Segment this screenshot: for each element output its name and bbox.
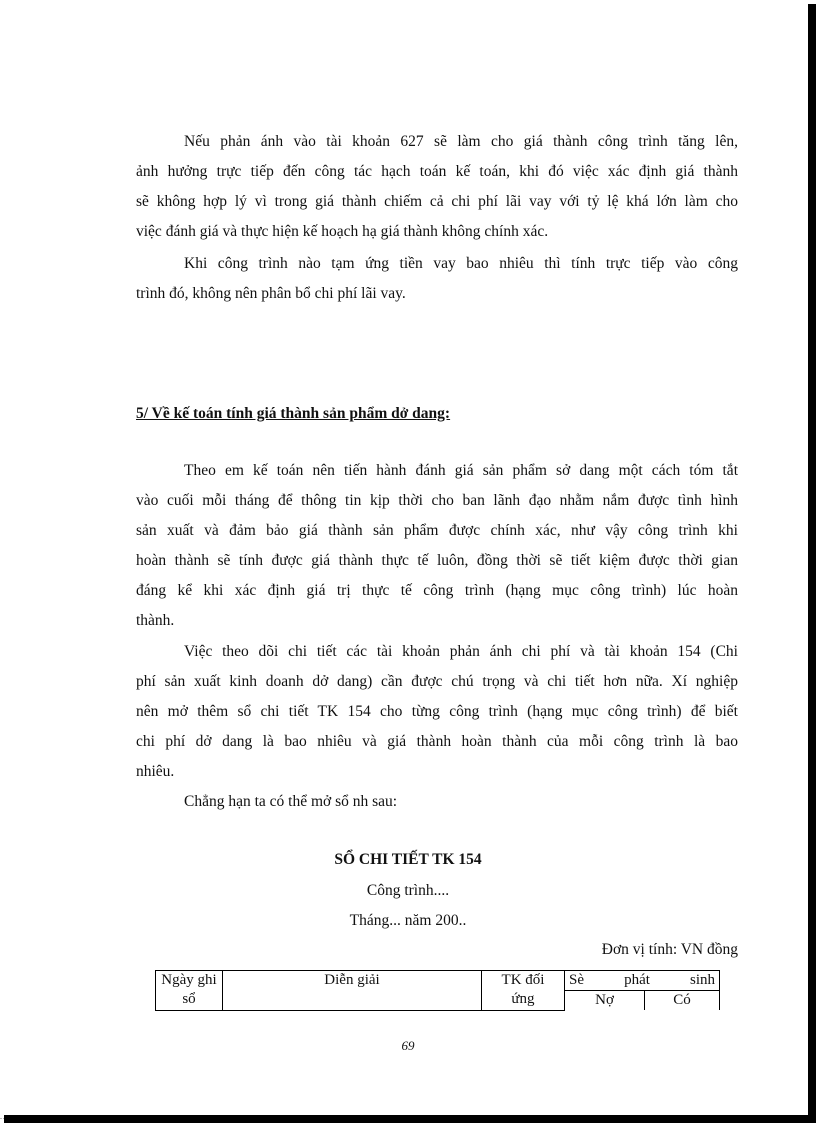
ledger-project: Công trình.... [366, 882, 450, 899]
page-shadow-right [808, 4, 816, 1123]
text-line: vào cuối mỗi tháng để thông tin kịp thời cho ban lãnh đạo nhằm nắm được tình hình [136, 492, 738, 509]
ledger-col-credit: Có [645, 991, 720, 1011]
text-line: nên mở thêm sổ chi tiết TK 154 cho từng công trình (hạng mục công trình) để biết [136, 703, 738, 720]
text-line: Nếu phản ánh vào tài khoản 627 sẽ làm cho giá thành công trình tăng lên, [184, 133, 738, 150]
ledger-col-account-label: TK đối [501, 972, 545, 988]
text-line: hoàn thành sẽ tính được giá thành thực tế luôn, đồng thời sẽ tiết kiệm được thời gian [136, 552, 738, 569]
section-heading: 5/ Về kế toán tính giá thành sản phẩm dở dang: [136, 405, 451, 422]
ledger-title: SỔ CHI TIẾT TK 154 [334, 851, 482, 868]
text-line: Chẳng hạn ta có thể mở sổ nh sau: [184, 793, 398, 810]
ledger-period: Tháng... năm 200.. [349, 912, 467, 929]
ledger-header-row [156, 971, 720, 991]
text-line: trình đó, không nên phân bổ chi phí lãi vay. [136, 285, 406, 302]
ledger-col-date-label: Ngày ghi [161, 972, 217, 988]
ledger-col-date [156, 971, 223, 1011]
text-line: sẽ không hợp lý vì trong giá thành chiếm cả chi phí lãi vay với tỷ lệ khá lớn làm cho [136, 193, 738, 210]
text-line: đáng kể khi xác định giá trị thực tế công trình (hạng mục công trình) lúc hoàn [136, 582, 738, 599]
ledger-col-amount: Sè phát sinh [565, 971, 720, 991]
ledger-col-account [482, 971, 565, 1011]
text-line: Việc theo dõi chi tiết các tài khoản phản ánh chi phí và tài khoản 154 (Chi [184, 643, 738, 660]
text-line: Theo em kế toán nên tiến hành đánh giá sản phẩm sở dang một cách tóm tắt [184, 462, 738, 479]
page-shadow-bottom [4, 1115, 816, 1123]
text-line: phí sản xuất kinh doanh dở dang) cần được chú trọng và chi tiết hơn nữa. Xí nghiệp [136, 673, 738, 690]
text-line: nhiêu. [136, 763, 175, 780]
ledger-col-account-label: ứng [511, 991, 535, 1007]
text-line: việc đánh giá và thực hiện kế hoạch hạ giá thành không chính xác. [136, 223, 549, 240]
ledger-col-date-label: sổ [182, 991, 196, 1007]
ledger-table [155, 970, 720, 1011]
text-line: chi phí dở dang là bao nhiêu và giá thành hoàn thành của mỗi công trình là bao [136, 733, 738, 750]
text-line: ảnh hưởng trực tiếp đến công tác hạch toán kế toán, khi đó việc xác định giá thành [136, 163, 738, 180]
text-line: sản xuất và đảm bảo giá thành sản phẩm được chính xác, như vậy công trình khi [136, 522, 738, 539]
ledger-col-description: Diễn giải [223, 971, 482, 1011]
text-line: Khi công trình nào tạm ứng tiền vay bao nhiêu thì tính trực tiếp vào công [184, 255, 738, 272]
ledger-unit: Đơn vị tính: VN đồng [601, 941, 738, 958]
text-line: thành. [136, 612, 175, 629]
ledger-col-debit: Nợ [565, 991, 645, 1011]
page-number: 69 [401, 1038, 415, 1053]
